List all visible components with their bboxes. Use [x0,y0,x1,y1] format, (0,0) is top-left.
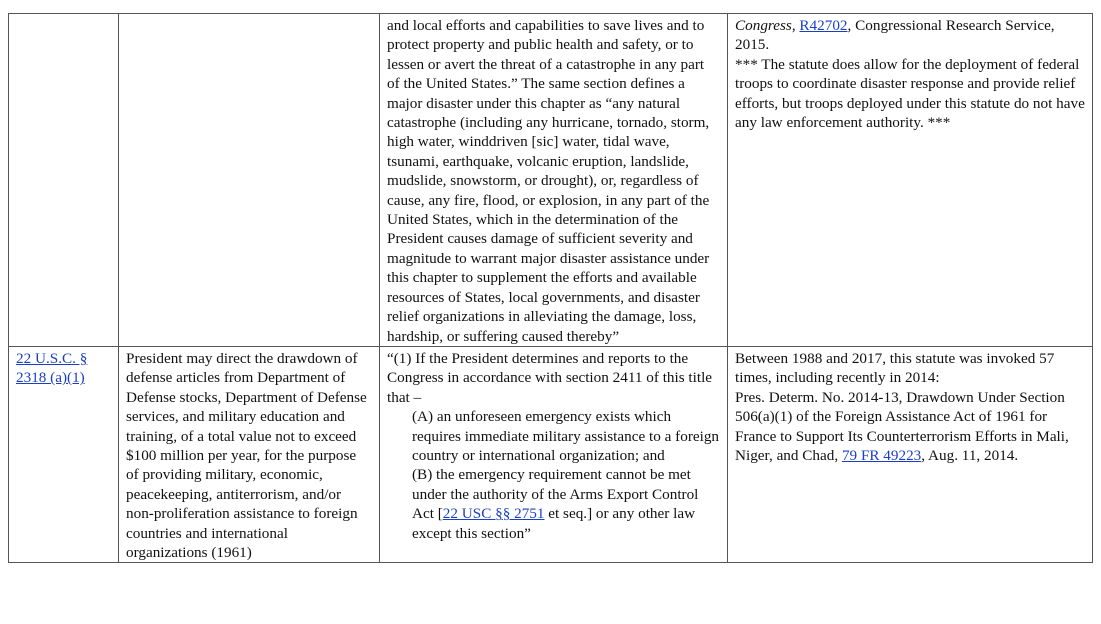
pres-determination-date: , Aug. 11, 2014. [921,446,1019,464]
clause-b-end: et seq.] or any other law except this section” [412,505,696,542]
statute-text: and local efforts and capabilities to save lives and to protect property and public health and safety, or to lessen or avert the threat of a catastrophe in any part of the United States.” The same section defines a major disaster under this chapter as “any natural catastrophe (including any hurricane, tornado, storm, high water, winddriven [sic] water, tidal wave, tsunami, earthquake, volcanic eruption, landslide, mudslide, snowstorm, or drought), or, regardless of cause, any fire, flood, or explosion, in any part of the United States, which in the determination of the President causes damage of sufficient severity and magnitude to warrant major disaster assistance under this chapter to supplement the efforts and available resources of States, local governments, and disaster relief organizations in alleviating the damage, loss, hardship, or suffering caused thereby” [387,17,710,345]
clause-b [387,465,720,543]
description-cell: President may direct the drawdown of defense articles from Department of Defense stocks, Department of Defense services, and military education and training, of a total value not to exceed $100 million per year, for the purpose of providing military, economic, peacekeeping, antiterrorism, and/or non-proliferation assistance to foreign countries and international organizations (1961) [119,346,380,562]
notes-cell [728,346,1093,562]
source-separator: , [791,17,800,34]
notes-cell [728,14,1093,347]
table-row [9,346,1093,562]
invocation-summary: Between 1988 and 2017, this statute was invoked 57 times, including recently in 2014: [735,349,1055,387]
clause-b-text: (B) the emergency requirement cannot be met under the authority of the Arms Export Control Act [ [412,466,699,523]
statute-text-cell [380,14,728,347]
clause-a: (A) an unforeseen emergency exists which requires immediate military assistance to a foreign country or international organization; and [412,408,720,464]
description-cell [119,14,380,347]
citation-cell [9,346,119,562]
table-row [9,14,1093,347]
statute-intro: “(1) If the President determines and reports to the Congress in accordance with section 2411 of this title that – [387,349,713,406]
source-rest: , Congressional Research Service, 2015. [735,17,1055,54]
pres-determination-text: Pres. Determ. No. 2014-13, Drawdown Under Section 506(a)(1) of the Foreign Assistance Act of 1961 for France to Support Its Counterterrorism Efforts in Mali, Niger, and Chad, [735,388,1069,464]
usc-2751-link[interactable]: 22 USC §§ 2751 [442,505,545,523]
crs-report-link[interactable]: R42702 [799,17,848,34]
federal-register-link[interactable]: 79 FR 49223 [841,446,922,464]
troop-deployment-note: *** The statute does allow for the deployment of federal troops to coordinate disaster response and provide relief efforts, but troops deployed under this statute do not have any law enforcement authority. *** [735,55,1085,132]
pres-determination [735,388,1085,466]
source-title: Congress [735,17,792,34]
citation-cell [9,14,119,347]
statute-text-cell [380,346,728,562]
statute-table [8,13,1093,563]
citation-link[interactable]: 22 U.S.C. § 2318 (a)(1) [16,349,88,387]
